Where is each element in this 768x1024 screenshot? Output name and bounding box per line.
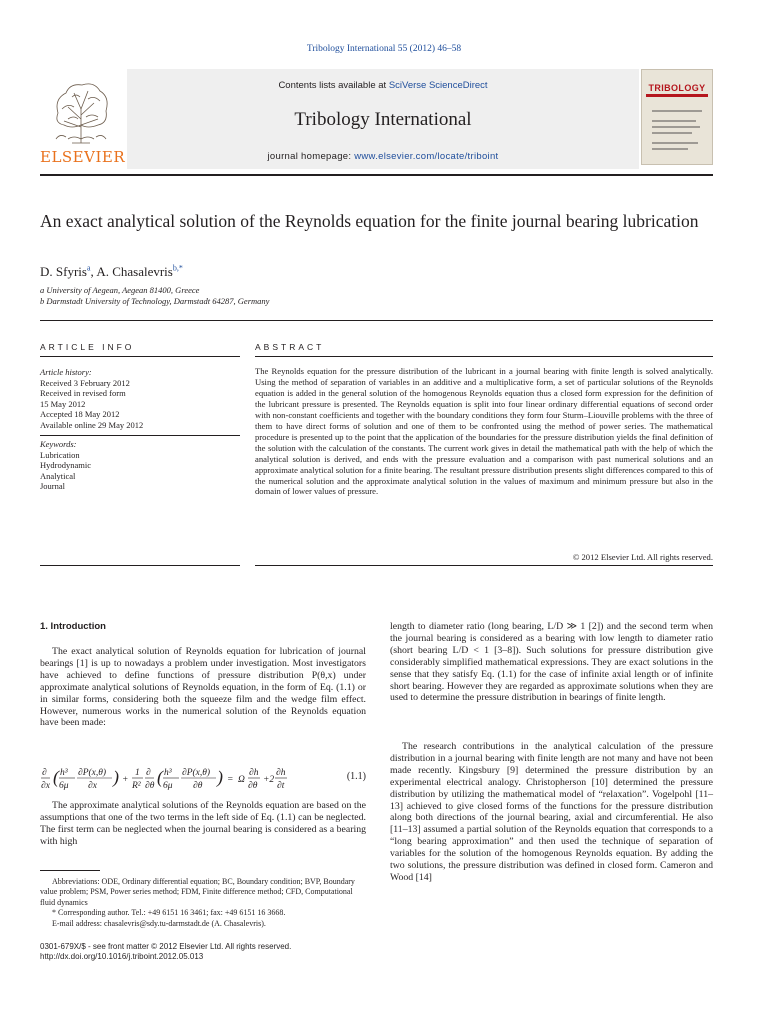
svg-text:=: = [227,775,234,785]
svg-text:∂: ∂ [146,768,151,778]
abstract-copyright: © 2012 Elsevier Ltd. All rights reserved. [572,552,713,562]
front-matter [40,942,366,963]
abstract-rule [255,356,713,357]
cover-text-line [652,126,700,128]
body-paragraph: The approximate analytical solutions of the Reynolds equation are based on the assumptions that one of the two terms in the left side of Eq. (1.1) can be neglected. The first term can be neglected when the journal bearing is considered as a bearing with high [40,800,366,847]
journal-cover-thumbnail[interactable] [641,69,713,165]
elsevier-logo [40,69,126,170]
cover-text-line [652,110,702,112]
svg-text:+2: +2 [263,775,275,785]
journal-masthead [40,69,713,170]
keywords [40,439,91,492]
keywords-heading: Keywords: [40,439,77,449]
issn-line: 0301-679X/$ - see front matter © 2012 Elsevier Ltd. All rights reserved. [40,942,292,951]
cover-text-line [652,148,688,150]
homepage-line [127,151,639,162]
history-heading: Article history: [40,367,92,377]
cover-title: TRIBOLOGY [648,83,706,93]
article-info-rule [40,565,240,566]
body-paragraph: The research contributions in the analytical calculation of the pressure distribution in a journal bearing with finite length are not many and have not been made recently. Kingsbury [9] determined the pressure distribution by an experimental electrical analogy. Christopherson [10] determined the pressure distribution by utilizing the mathematical model of “relaxation”. Vogelpohl [11–13] achieved to give closed forms of the functions for the pressure distribution along both directions of the journal bearing, axial and circumferential. He also [11–13] assumed a partial solution of the Reynolds equation that corresponds to a “long bearing approximation” and then used the technique of separation of variables for the solution of the homogenous Reynolds equation. By adding the two solutions, the pressure distribution was defined in closed form. Cameron and Wood [14] [390,741,713,883]
svg-text:6μ: 6μ [163,781,173,791]
svg-text:∂x: ∂x [41,781,50,791]
masthead-divider [40,174,713,176]
journal-title: Tribology International [294,109,472,130]
equation-number: (1.1) [346,771,366,782]
author-1-affiliation-marker[interactable]: a [86,263,91,273]
history-item: Received 3 February 2012 [40,377,130,388]
equation-1-1 [40,763,366,789]
svg-text:): ) [217,767,223,787]
footnotes [40,877,366,929]
svg-text:1: 1 [135,768,140,778]
history-item: Received in revised form [40,388,126,398]
keyword-item: Hydrodynamic [40,460,91,470]
svg-text:∂θ: ∂θ [193,781,203,791]
history-item: Available online 29 May 2012 [40,419,144,430]
svg-text:Ω: Ω [238,775,245,785]
svg-text:∂h: ∂h [276,768,286,778]
svg-text:h³: h³ [60,768,68,778]
keyword-item: Analytical [40,470,76,481]
abstract-rule [255,565,713,566]
footnote-abbreviations: Abbreviations: ODE, Ordinary differential equation; BC, Boundary condition; BVP, Boundary value problem; PSM, Power series method; FDM, Finite difference method; CFD, Computational fluid dynamics [40,877,355,907]
homepage-prefix: journal homepage: [267,151,355,162]
contents-prefix: Contents lists available at [278,80,389,91]
svg-text:∂P(x,θ): ∂P(x,θ) [182,768,211,778]
footnote-corresponding-author: * Corresponding author. Tel.: +49 6151 16 3461; fax: +49 6151 16 3668. [52,908,286,918]
affiliation-a: a University of Aegean, Aegean 81400, Greece [40,285,200,295]
svg-text:∂: ∂ [42,768,47,778]
svg-text:(: ( [53,767,59,787]
history-item: 15 May 2012 [40,398,86,409]
article-history [40,367,143,430]
contents-line [127,80,639,91]
cover-stripe [646,94,708,97]
cover-text-line [652,132,692,134]
abstract-heading: ABSTRACT [255,342,325,352]
svg-text:R²: R² [132,781,141,791]
body-paragraph: length to diameter ratio (long bearing, L/D ≫ 1 [2]) and the second term when the journal bearing is considered as a bearing with low length to diameter ratio (short bearing L/D < 1 [3–8]). Such solutions for pressure distribution give considerably simplified mathematical expressions. They are exact solutions in the sense that they satisfy Eq. (1.1) for the case of infinite axial length or of infinite short bearing. However they are regarded as approximate solutions when they are used to determine the pressure distribution in bearings of finite length. [390,621,713,704]
section-heading: 1. Introduction [40,621,106,632]
footnote-email[interactable]: E-mail address: chasalevris@sdy.tu-darmstadt.de (A. Chasalevris). [52,918,266,928]
article-info-heading: ARTICLE INFO [40,342,135,352]
svg-text:): ) [113,767,119,787]
affiliation-b: b Darmstadt University of Technology, Darmstadt 64287, Germany [40,296,270,306]
equation-formula [40,765,310,791]
article-info-rule [40,356,240,357]
authors-line [40,264,183,280]
keyword-item: Lubrication [40,449,80,460]
elsevier-wordmark: ELSEVIER [40,148,126,166]
homepage-link[interactable]: www.elsevier.com/locate/triboint [354,151,499,162]
sciencedirect-link[interactable]: SciVerse ScienceDirect [388,80,488,91]
affiliations [40,285,269,307]
svg-text:∂θ: ∂θ [248,781,258,791]
masthead-panel [127,69,639,169]
title-divider [40,320,713,321]
article-info-rule [40,435,240,436]
article-title: An exact analytical solution of the Reynolds equation for the finite journal bearing lubrication [40,211,699,231]
svg-text:∂x: ∂x [88,781,97,791]
elsevier-tree-icon [48,79,114,145]
abstract-text: The Reynolds equation for the pressure distribution of the lubricant in a journal bearing with finite length is solved analytically. Using the method of separation of variables in an additive and a multiplicative form, a set of particular solutions of the Reynolds equation is added in the general solution of the homogenous Reynolds equation thus a closed form expression for the definition of the lubricant pressure is presented. The Reynolds equation is split into four linear ordinary differential equations of second order with non-constant coefficients and together with the boundary conditions they form four Sturm–Liouville problems with the three of them to have direct forms of solution and one of them to be confronted using the method of power series. The mathematical procedure is presented up to the point that the application of the boundaries for the pressure distribution yields the final definition of the solution with the calculation of the constants. The current work gives in detail the mathematical path with the help of which the analytical solution is derived, and ends with the pressure evaluation and a comparison with past numerical solutions and an approximate analytical solution for a finite bearing. The resultant pressure distribution presents slight differences compared to this of the numerical solution and the approximate analytical solution in the values of maximum and minimum pressure but also in the domain of lower values of pressure. [255,366,713,497]
svg-text:h³: h³ [164,768,172,778]
svg-text:6μ: 6μ [59,781,69,791]
author-2: A. Chasalevris [96,264,173,279]
svg-text:∂P(x,θ): ∂P(x,θ) [78,768,107,778]
footnote-rule [40,870,100,871]
doi-link[interactable]: http://dx.doi.org/10.1016/j.triboint.2012.05.013 [40,952,204,962]
cover-text-line [652,142,698,144]
author-1: D. Sfyris [40,264,87,279]
svg-text:(: ( [157,767,163,787]
body-paragraph: The exact analytical solution of Reynolds equation for lubrication of journal bearings [1] is up to nowadays a problem under investigation. Most investigators have achieved to define functions of pressure distribution P(θ,x) under approximate analytical solutions of Reynolds equation, in the form of Eq. (1.1) or in similar forms, considering both the squeeze film and the wedge film effect. However, numerous works in the numerical solution of the Reynolds equation have been made: [40,646,366,729]
keyword-item: Journal [40,481,66,491]
svg-text:∂θ: ∂θ [145,781,155,791]
history-item: Accepted 18 May 2012 [40,409,120,419]
svg-text:∂t: ∂t [277,781,285,791]
svg-text:+: + [122,775,129,785]
author-separator: , [90,264,97,279]
author-2-affiliation-marker[interactable]: b,* [172,263,183,273]
journal-reference[interactable]: Tribology International 55 (2012) 46–58 [306,44,462,54]
cover-text-line [652,120,696,122]
svg-text:∂h: ∂h [249,768,259,778]
